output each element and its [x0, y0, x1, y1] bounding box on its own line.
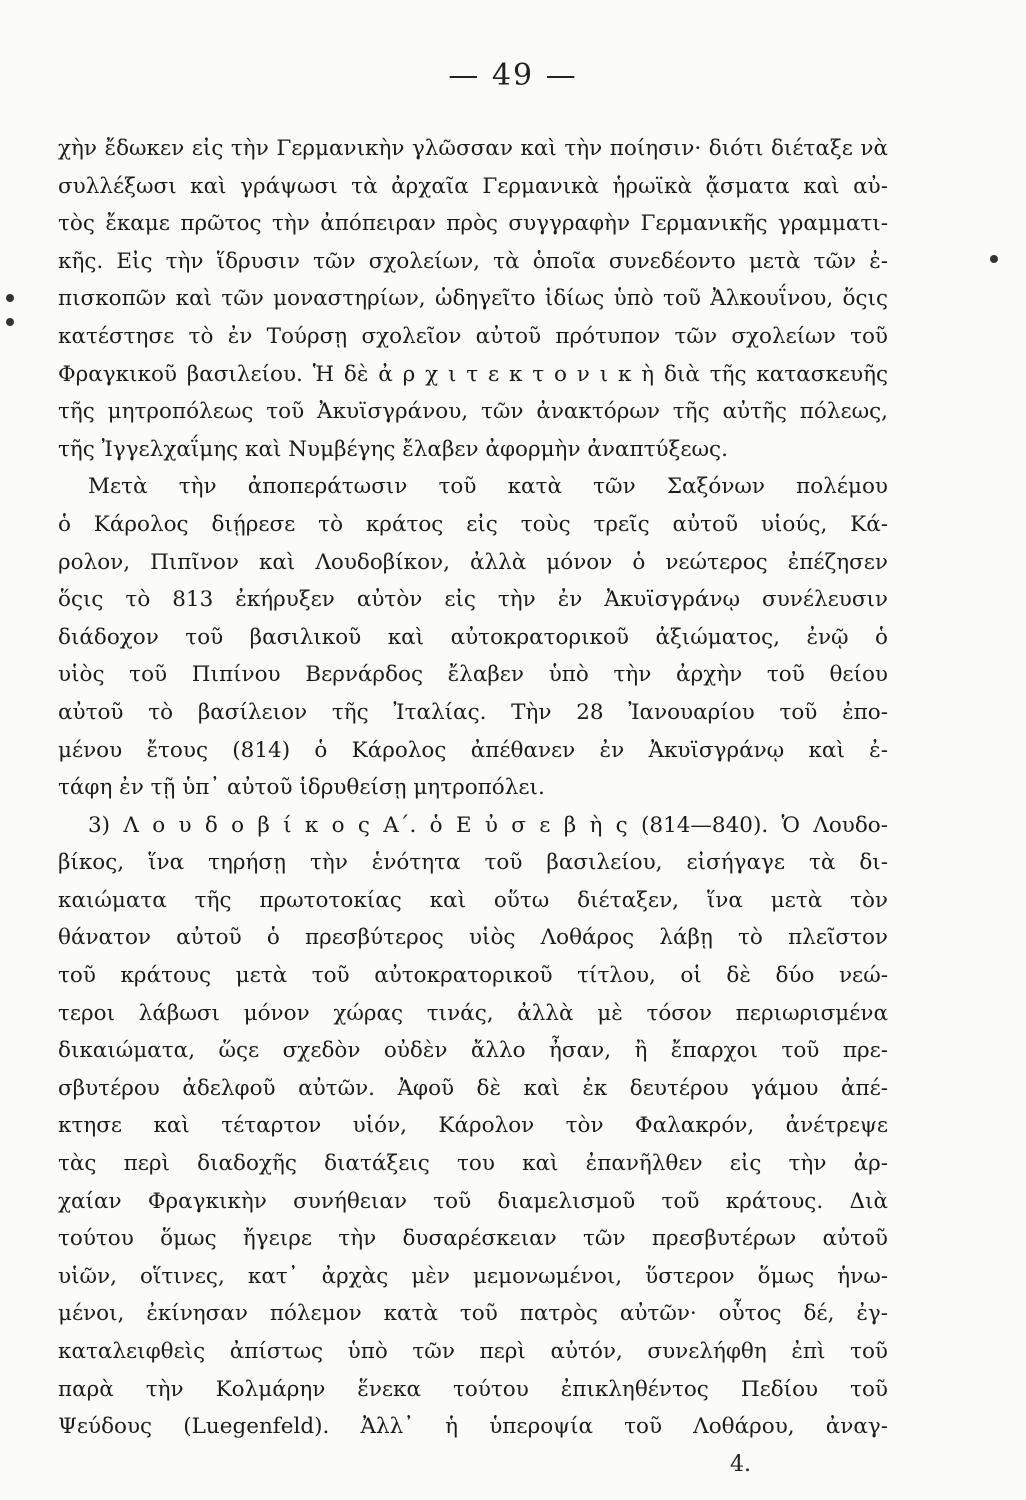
text-line: ρολον, Πιπῖνον καὶ Λουδοβίκον, ἀλλὰ μόνον ὁ νεώτερος ἐπέζησεν	[58, 549, 888, 575]
text-line: μένοι, ἐκίνησαν πόλεμον κατὰ τοῦ πατρὸς αὐτῶν· οὗτος δέ, ἐγ-	[58, 1301, 888, 1327]
text-line: τῆς Ἰγγελχαΐμης καὶ Νυμβέγης ἔλαβεν ἀφορμὴν ἀναπτύξεως.	[58, 436, 728, 462]
paragraph-start-line: Μετὰ τὴν ἀποπεράτωσιν τοῦ κατὰ τῶν Σαξόνων πολέμου	[88, 474, 888, 500]
text-line: πισκοπῶν καὶ τῶν μοναστηρίων, ὡδηγεῖτο ἰδίως ὑπὸ τοῦ Ἀλκουΐνου, ὅςις	[58, 286, 888, 312]
text-line: τὸς ἔκαμε πρῶτος τὴν ἀπόπειραν πρὸς συγγραφὴν Γερμανικῆς γραμματι-	[58, 211, 888, 237]
page-number: — 49 —	[448, 58, 578, 93]
text-line: δικαιώματα, ὥςε σχεδὸν οὐδὲν ἄλλο ἦσαν, ἢ ἔπαρχοι τοῦ πρε-	[58, 1038, 888, 1064]
text-line: τούτου ὅμως ἤγειρε τὴν δυσαρέσκειαν τῶν πρεσβυτέρων αὐτοῦ	[58, 1226, 888, 1252]
text-line: τάφη ἐν τῇ ὑπ᾽ αὐτοῦ ἱδρυθείσῃ μητροπόλει.	[58, 775, 545, 801]
text-line: αὐτοῦ τὸ βασίλειον τῆς Ἰταλίας. Τὴν 28 Ἰανουαρίου τοῦ ἐπο-	[58, 699, 888, 725]
text-line: υἱῶν, οἵτινες, κατ᾽ ἀρχὰς μὲν μεμονωμένοι, ὕστερον ὅμως ἡνω-	[58, 1263, 888, 1289]
text-line: Φραγκικοῦ βασιλείου. Ἡ δὲ ἀ ρ χ ι τ ε κ τ ο ν ι κ ὴ διὰ τῆς κατασκευῆς	[58, 361, 888, 387]
margin-speck	[6, 294, 14, 302]
section-heading-line: 3) Λ ο υ δ ο β ί κ ο ς Α΄. ὁ Ε ὐ σ ε β ὴ ς (814—840). Ὁ Λουδο-	[88, 812, 888, 838]
text-line: καταλειφθεὶς ἀπίστως ὑπὸ τῶν περὶ αὐτόν, συνελήφθη ἐπὶ τοῦ	[58, 1339, 888, 1364]
text-line: καιώματα τῆς πρωτοτοκίας καὶ οὕτω διέταξεν, ἵνα μετὰ τὸν	[58, 887, 888, 913]
text-line: τοῦ κράτους μετὰ τοῦ αὐτοκρατορικοῦ τίτλου, οἱ δὲ δύο νεώ-	[58, 963, 888, 989]
text-line: χὴν ἔδωκεν εἰς τὴν Γερμανικὴν γλῶσσαν καὶ τὴν ποίησιν· διότι διέταξε νὰ	[58, 136, 888, 161]
text-line: υἱὸς τοῦ Πιπίνου Βερνάρδος ἔλαβεν ὑπὸ τὴν ἀρχὴν τοῦ θείου	[58, 662, 888, 688]
text-line: κτησε καὶ τέταρτον υἱόν, Κάρολον τὸν Φαλακρόν, ἀνέτρεψε	[58, 1113, 888, 1139]
margin-speck	[990, 255, 998, 263]
text-line: τῆς μητροπόλεως τοῦ Ἀκυϊσγράνου, τῶν ἀνακτόρων τῆς αὐτῆς πόλεως,	[58, 399, 888, 425]
text-line: τὰς περὶ διαδοχῆς διατάξεις του καὶ ἐπανῆλθεν εἰς τὴν ἀρ-	[58, 1151, 888, 1177]
margin-speck	[6, 318, 14, 326]
text-line: Ψεύδους (Luegenfeld). Ἀλλ᾽ ἡ ὑπεροψία τοῦ Λοθάρου, ἀναγ-	[58, 1414, 888, 1440]
text-line: σβυτέρου ἀδελφοῦ αὐτῶν. Ἀφοῦ δὲ καὶ ἐκ δευτέρου γάμου ἀπέ-	[58, 1075, 888, 1101]
text-line: μένου ἔτους (814) ὁ Κάρολος ἀπέθανεν ἐν Ἀκυϊσγράνῳ καὶ ἐ-	[58, 737, 888, 763]
text-line: ὅςις τὸ 813 ἐκήρυξεν αὐτὸν εἰς τὴν ἐν Ἀκυϊσγράνῳ συνέλευσιν	[58, 587, 888, 613]
text-line: ὁ Κάρολος διῄρεσε τὸ κράτος εἰς τοὺς τρεῖς αὐτοῦ υἱούς, Κά-	[58, 511, 888, 537]
text-line: παρὰ τὴν Κολμάρην ἕνεκα τούτου ἐπικληθέντος Πεδίου τοῦ	[58, 1376, 888, 1402]
text-line: τεροι λάβωσι μόνον χώρας τινάς, ἀλλὰ μὲ τόσον περιωρισμένα	[58, 1000, 888, 1026]
body-text	[58, 130, 888, 1446]
text-line: συλλέξωσι καὶ γράψωσι τὰ ἀρχαῖα Γερμανικὰ ἡρωϊκὰ ᾄσματα καὶ αὐ-	[58, 173, 888, 199]
text-line: βίκος, ἵνα τηρήσῃ τὴν ἑνότητα τοῦ βασιλείου, εἰσήγαγε τὰ δι-	[58, 850, 888, 876]
text-line: κῆς. Εἰς τὴν ἵδρυσιν τῶν σχολείων, τὰ ὁποῖα συνεδέοντο μετὰ τῶν ἐ-	[58, 248, 888, 274]
text-line: θάνατον αὐτοῦ ὁ πρεσβύτερος υἱὸς Λοθάρος λάβῃ τὸ πλεῖστον	[58, 925, 888, 951]
signature-mark: 4.	[730, 1452, 751, 1477]
text-line: διάδοχον τοῦ βασιλικοῦ καὶ αὐτοκρατορικοῦ ἀξιώματος, ἐνῷ ὁ	[58, 624, 888, 650]
text-line: κατέστησε τὸ ἐν Τούρσῃ σχολεῖον αὐτοῦ πρότυπον τῶν σχολείων τοῦ	[58, 323, 888, 349]
text-line: χαίαν Φραγκικὴν συνήθειαν τοῦ διαμελισμοῦ τοῦ κράτους. Διὰ	[58, 1188, 888, 1214]
